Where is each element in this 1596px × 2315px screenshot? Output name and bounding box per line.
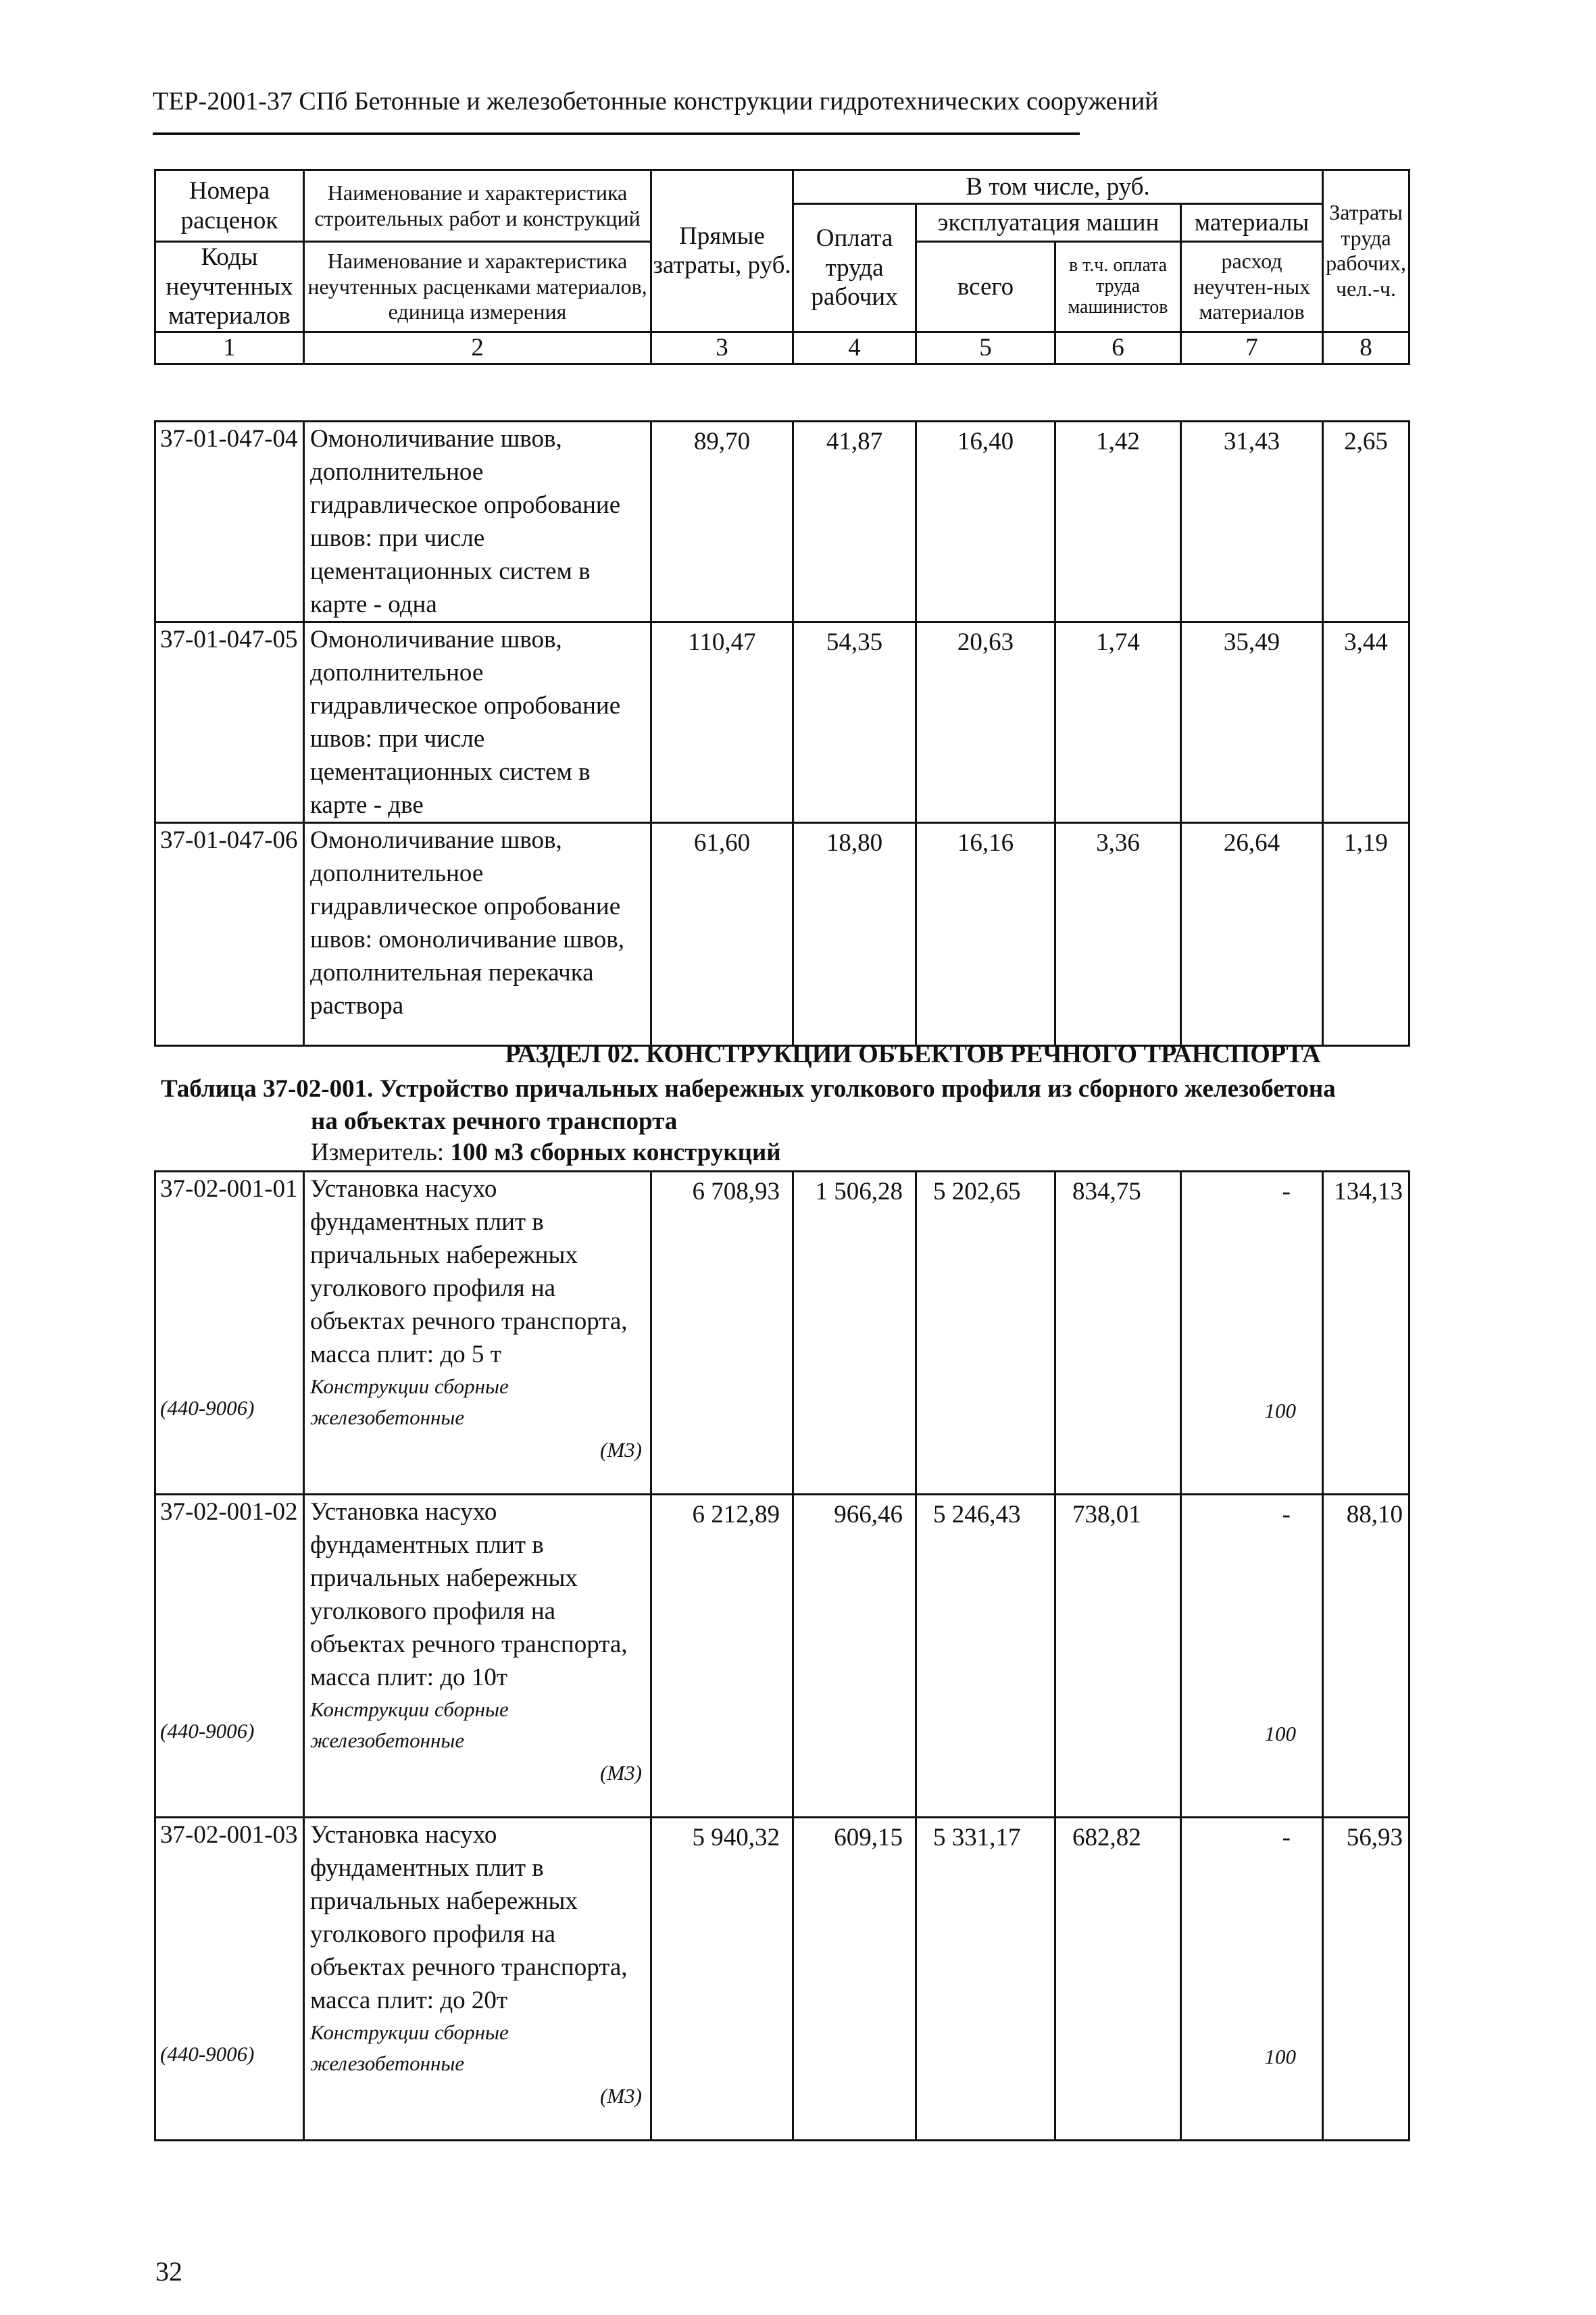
table-row <box>155 823 1410 1046</box>
material-quantity: 100 <box>1264 1722 1296 1745</box>
materials-cost: 35,49 <box>1181 622 1323 823</box>
materials-cost: - <box>1282 1501 1291 1528</box>
rate-code: 37-01-047-04 <box>155 422 304 622</box>
material-code: (440-9006) <box>160 1396 255 1420</box>
col-number: 4 <box>793 332 916 364</box>
operators-cost: 1,42 <box>1055 422 1181 622</box>
materials-cost: - <box>1282 1824 1291 1851</box>
operators-cost: 738,01 <box>1055 1495 1181 1818</box>
table-title-continued: на объектах речного транспорта <box>311 1107 678 1135</box>
rate-name: Омоноличивание швов, дополнительное гидравлическое опробование швов: омоноличивание швов, дополнительная перекачка раствора <box>304 823 651 1046</box>
material-unit: (М3) <box>600 1761 642 1785</box>
measure-value: 100 м3 сборных конструкций <box>450 1139 781 1166</box>
materials-cost: 26,64 <box>1181 823 1323 1046</box>
col-direct-header: Прямые затраты, руб. <box>651 170 793 332</box>
machines-cost: 5 246,43 <box>916 1495 1055 1818</box>
section-title: РАЗДЕЛ 02. КОНСТРУКЦИИ ОБЪЕКТОВ РЕЧНОГО ТРАНСПОРТА <box>505 1040 1321 1068</box>
material-code: (440-9006) <box>160 1719 255 1743</box>
machines-cost: 5 331,17 <box>916 1818 1055 2141</box>
direct-cost: 5 940,32 <box>651 1818 793 2141</box>
rate-name: Омоноличивание швов, дополнительное гидравлическое опробование швов: при числе цементационных систем в карте - одна <box>304 422 651 622</box>
material-quantity: 100 <box>1264 1399 1296 1422</box>
col-machines-header: эксплуатация машин <box>916 204 1181 242</box>
labor-hours: 2,65 <box>1323 422 1410 622</box>
col-labor-header: Оплата труда рабочих <box>793 204 916 332</box>
page-number: 32 <box>155 2256 182 2287</box>
operators-cost: 3,36 <box>1055 823 1181 1046</box>
col-number: 2 <box>304 332 651 364</box>
document-title: ТЕР-2001-37 СПб Бетонные и железобетонные конструкции гидротехнических сооружений <box>153 87 1159 116</box>
material-name: Конструкции сборные железобетонные <box>310 2020 509 2075</box>
labor-cost: 609,15 <box>793 1818 916 2141</box>
labor-hours: 3,44 <box>1323 622 1410 823</box>
direct-cost: 61,60 <box>651 823 793 1046</box>
column-header-table <box>154 169 1410 365</box>
col-number: 3 <box>651 332 793 364</box>
machines-cost: 16,16 <box>916 823 1055 1046</box>
table-row <box>155 1172 1410 1495</box>
col-number: 1 <box>155 332 304 364</box>
operators-cost: 682,82 <box>1055 1818 1181 2141</box>
rate-code: 37-02-001-01 <box>160 1175 298 1203</box>
machines-cost: 20,63 <box>916 622 1055 823</box>
col-unaccounted-header: расход неучтен-ных материалов <box>1181 242 1323 332</box>
rate-name: Установка насухо фундаментных плит в причальных набережных уголкового профиля на объектах речного транспорта, масса плит: до 5 т <box>310 1175 628 1368</box>
table-title: Таблица 37-02-001. Устройство причальных набережных уголкового профиля из сборного железобетона <box>161 1075 1336 1103</box>
direct-cost: 6 708,93 <box>651 1172 793 1495</box>
col-number: 6 <box>1055 332 1181 364</box>
rate-code: 37-02-001-03 <box>160 1821 298 1849</box>
col-name-sub-header: Наименование и характеристика неучтенных расценками материалов, единица измерения <box>304 242 651 332</box>
labor-hours: 1,19 <box>1323 823 1410 1046</box>
direct-cost: 89,70 <box>651 422 793 622</box>
material-unit: (М3) <box>600 2084 642 2108</box>
col-machines-total-header: всего <box>916 242 1055 332</box>
col-hours-header: Затраты труда рабочих, чел.-ч. <box>1323 170 1410 332</box>
col-codes-header: Номера расценок <box>155 170 304 242</box>
rate-code: 37-01-047-05 <box>155 622 304 823</box>
operators-cost: 834,75 <box>1055 1172 1181 1495</box>
rate-name: Установка насухо фундаментных плит в причальных набережных уголкового профиля на объектах речного транспорта, масса плит: до 20т <box>310 1821 628 2014</box>
table-row <box>155 422 1410 622</box>
labor-cost: 18,80 <box>793 823 916 1046</box>
col-operators-header: в т.ч. оплата труда машинистов <box>1055 242 1181 332</box>
material-unit: (М3) <box>600 1438 642 1462</box>
material-quantity: 100 <box>1264 2045 1296 2068</box>
material-name: Конструкции сборные железобетонные <box>310 1697 509 1752</box>
materials-cost: - <box>1282 1178 1291 1205</box>
rate-code: 37-02-001-02 <box>160 1498 298 1526</box>
rate-name: Омоноличивание швов, дополнительное гидравлическое опробование швов: при числе цементационных систем в карте - две <box>304 622 651 823</box>
materials-cost: 31,43 <box>1181 422 1323 622</box>
labor-cost: 54,35 <box>793 622 916 823</box>
rate-name: Установка насухо фундаментных плит в причальных набережных уголкового профиля на объектах речного транспорта, масса плит: до 10т <box>310 1498 628 1691</box>
labor-cost: 41,87 <box>793 422 916 622</box>
machines-cost: 16,40 <box>916 422 1055 622</box>
rates-table-part1 <box>154 420 1410 1047</box>
operators-cost: 1,74 <box>1055 622 1181 823</box>
col-group-header: В том числе, руб. <box>793 170 1323 204</box>
table-row <box>155 1818 1410 2141</box>
machines-cost: 5 202,65 <box>916 1172 1055 1495</box>
col-number: 8 <box>1323 332 1410 364</box>
rates-table-part2 <box>154 1170 1410 2141</box>
material-name: Конструкции сборные железобетонные <box>310 1374 509 1429</box>
measure-unit <box>311 1138 781 1167</box>
col-number: 7 <box>1181 332 1323 364</box>
table-row <box>155 622 1410 823</box>
header-rule <box>153 132 1080 135</box>
labor-hours: 134,13 <box>1323 1172 1410 1495</box>
col-materials-header: материалы <box>1181 204 1323 242</box>
direct-cost: 110,47 <box>651 622 793 823</box>
col-number: 5 <box>916 332 1055 364</box>
measure-label: Измеритель: <box>311 1139 451 1166</box>
labor-cost: 966,46 <box>793 1495 916 1818</box>
material-code: (440-9006) <box>160 2042 255 2066</box>
table-row <box>155 1495 1410 1818</box>
labor-cost: 1 506,28 <box>793 1172 916 1495</box>
labor-hours: 88,10 <box>1323 1495 1410 1818</box>
col-name-header: Наименование и характеристика строительных работ и конструкций <box>304 170 651 242</box>
rate-code: 37-01-047-06 <box>155 823 304 1046</box>
labor-hours: 56,93 <box>1323 1818 1410 2141</box>
col-codes-sub-header: Коды неучтенных материалов <box>155 242 304 332</box>
direct-cost: 6 212,89 <box>651 1495 793 1818</box>
